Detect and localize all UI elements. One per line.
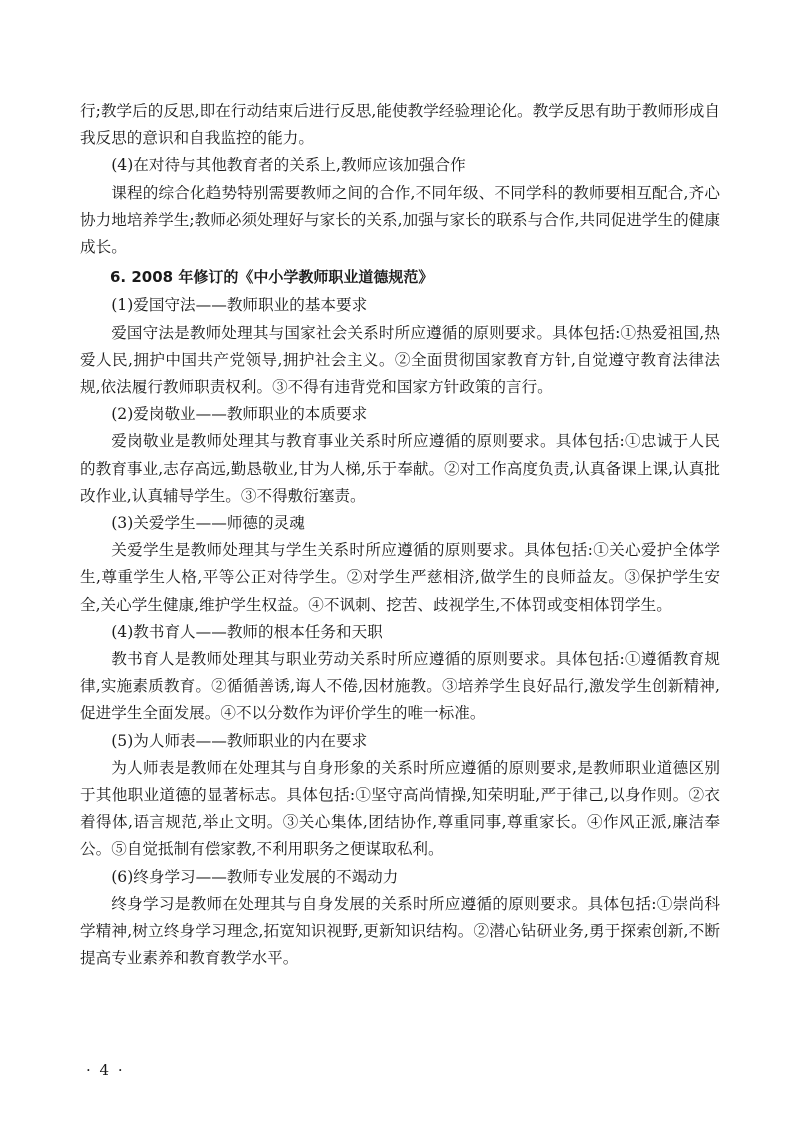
paragraph-cooperation: 课程的综合化趋势特别需要教师之间的合作,不同年级、不同学科的教师要相互配合,齐心协力地培养学生;教师必须处理好与家长的关系,加强与家长的联系与合作,共同促进学生的健康成长。 [80, 183, 720, 257]
page-body [80, 98, 720, 973]
paragraph-patriotism: 爱国守法是教师处理其与国家社会关系时所应遵循的原则要求。具体包括:①热爱祖国,热爱人民,拥护中国共产党领导,拥护社会主义。②全面贯彻国家教育方针,自觉遵守教育法律法规,依法履行教师职责权利。③不得有违背党和国家方针政策的言行。 [80, 323, 720, 397]
paragraph-continuation: 行;教学后的反思,即在行动结束后进行反思,能使教学经验理论化。教学反思有助于教师形成自我反思的意识和自我监控的能力。 [80, 102, 720, 148]
section-heading: 6. 2008 年修订的《中小学教师职业道德规范》 [110, 268, 434, 287]
subheading-caring-students: (3)关爱学生——师德的灵魂 [111, 514, 305, 533]
subheading-dedication: (2)爱岗敬业——教师职业的本质要求 [111, 405, 368, 424]
subheading-cooperation: (4)在对待与其他教育者的关系上,教师应该加强合作 [111, 156, 466, 175]
subheading-lifelong-learning: (6)终身学习——教师专业发展的不竭动力 [111, 867, 399, 886]
paragraph-dedication: 爱岗敬业是教师处理其与教育事业关系时所应遵循的原则要求。具体包括:①忠诚于人民的教育事业,志存高远,勤恳敬业,甘为人梯,乐于奉献。②对工作高度负责,认真备课上课,认真批改作业,认真辅导学生。③不得敷衍塞责。 [80, 432, 720, 505]
subheading-role-model: (5)为人师表——教师职业的内在要求 [111, 731, 368, 750]
subheading-teaching: (4)教书育人——教师的根本任务和天职 [111, 622, 383, 641]
paragraph-caring-students: 关爱学生是教师处理其与学生关系时所应遵循的原则要求。具体包括:①关心爱护全体学生,尊重学生人格,平等公正对待学生。②对学生严慈相济,做学生的良师益友。③保护学生安全,关心学生健康,维护学生权益。④不讽刺、挖苦、歧视学生,不体罚或变相体罚学生。 [80, 541, 720, 614]
paragraph-teaching: 教书育人是教师处理其与职业劳动关系时所应遵循的原则要求。具体包括:①遵循教育规律,实施素质教育。②循循善诱,诲人不倦,因材施教。③培养学生良好品行,激发学生创新精神,促进学生全面发展。④不以分数作为评价学生的唯一标准。 [80, 650, 720, 723]
paragraph-role-model: 为人师表是教师在处理其与自身形象的关系时所应遵循的原则要求,是教师职业道德区别于其他职业道德的显著标志。具体包括:①坚守高尚情操,知荣明耻,严于律己,以身作则。②衣着得体,语言规范,举止文明。③关心集体,团结协作,尊重同事,尊重家长。④作风正派,廉洁奉公。⑤自觉抵制有偿家教,不利用职务之便谋取私利。 [80, 758, 720, 859]
subheading-patriotism: (1)爱国守法——教师职业的基本要求 [111, 296, 368, 315]
paragraph-lifelong-learning: 终身学习是教师在处理其与自身发展的关系时所应遵循的原则要求。具体包括:①崇尚科学精神,树立终身学习理念,拓宽知识视野,更新知识结构。②潜心钻研业务,勇于探索创新,不断提高专业素养和教育教学水平。 [80, 894, 720, 968]
page-number: · 4 · [86, 1061, 125, 1079]
